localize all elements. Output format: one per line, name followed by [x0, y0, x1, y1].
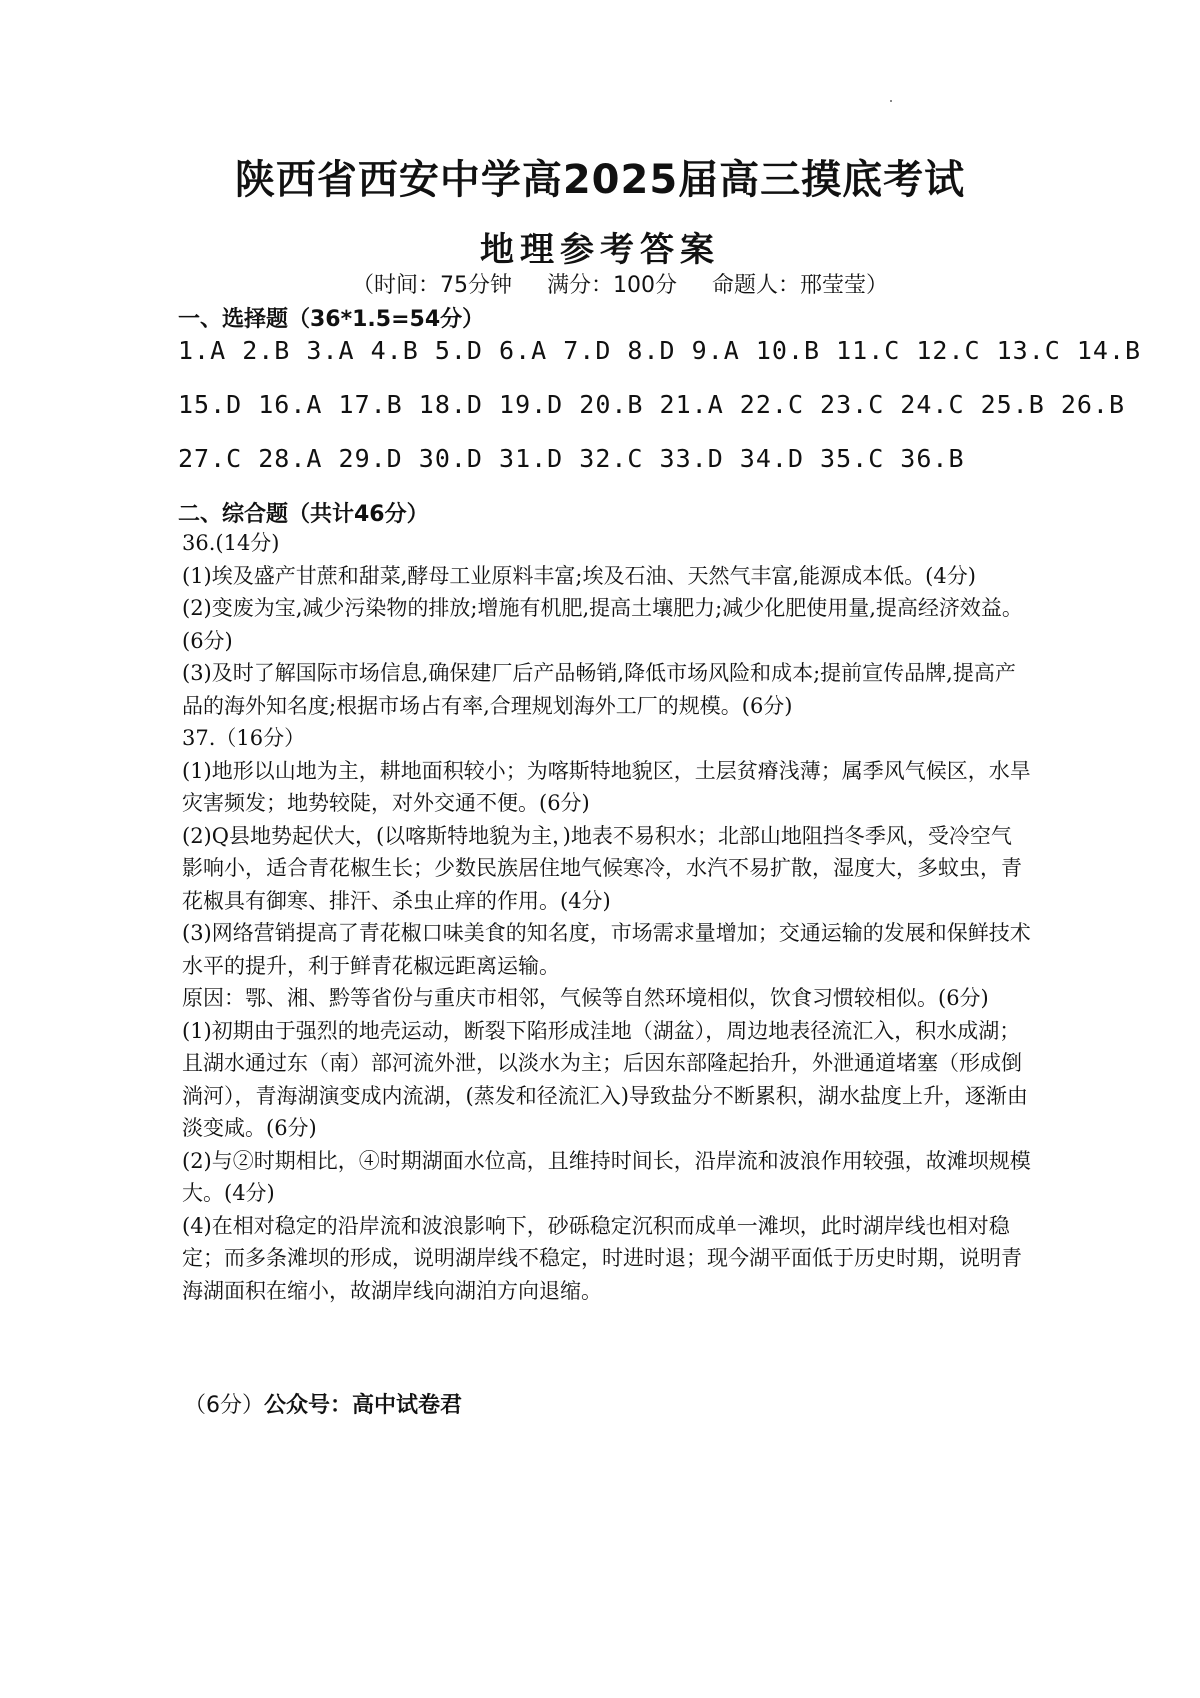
exam-time: （时间：75分钟	[351, 273, 512, 298]
answer-row: 27.C 28.A 29.D 30.D 31.D 32.C 33.D 34.D 35.C 36.B	[178, 444, 965, 473]
answer-key-title: 地理参考答案	[480, 230, 720, 270]
answer-line: (1)埃及盛产甘蔗和甜菜,酵母工业原料丰富;埃及石油、天然气丰富,能源成本低。(4分)	[182, 563, 976, 588]
answer-line: (2)变废为宝,减少污染物的排放;增施有机肥,提高土壤肥力;减少化肥使用量,提高经济效益。(6分)	[182, 596, 1023, 653]
exam-title: 陕西省西安中学高2025届高三摸底考试	[234, 157, 966, 203]
answer-line: (4)在相对稳定的沿岸流和波浪影响下，砂砾稳定沉积而成单一滩坝，此时湖岸线也相对稳定；而多条滩坝的形成，说明湖岸线不稳定，时进时退；现今湖平面低于历史时期，说明青海湖面积在缩小，故湖岸线向湖泊方向退缩。	[182, 1213, 1022, 1303]
answer-line: (3)网络营销提高了青花椒口味美食的知名度，市场需求量增加；交通运输的发展和保鲜技术水平的提升，利于鲜青花椒远距离运输。	[182, 921, 1031, 978]
footer-source: 公众号：高中试卷君	[264, 1393, 463, 1418]
answer-line: (3)及时了解国际市场信息,确保建厂后产品畅销,降低市场风险和成本;提前宣传品牌,提高产品的海外知名度;根据市场占有率,合理规划海外工厂的规模。(6分)	[182, 661, 1016, 718]
footer-line	[184, 1388, 462, 1419]
answer-line: 36.(14分)	[182, 531, 280, 555]
answer-row: 15.D 16.A 17.B 18.D 19.D 20.B 21.A 22.C 23.C 24.C 25.B 26.B	[178, 390, 1126, 419]
exam-score: 满分：100分	[546, 273, 677, 298]
answer-row: 1.A 2.B 3.A 4.B 5.D 6.A 7.D 8.D 9.A 10.B 11.C 12.C 13.C 14.B	[178, 336, 1142, 365]
footer-score: （6分）	[184, 1393, 264, 1418]
answer-line: 原因：鄂、湘、黔等省份与重庆市相邻，气候等自然环境相似，饮食习惯较相似。(6分)	[182, 986, 989, 1010]
section-heading-comprehensive: 二、综合题（共计46分）	[178, 502, 429, 527]
comprehensive-answers	[182, 527, 1032, 1307]
answer-line: 37.（16分）	[182, 726, 306, 750]
section-heading-choice: 一、选择题（36*1.5=54分）	[178, 307, 485, 332]
answer-line: (1)地形以山地为主，耕地面积较小；为喀斯特地貌区，土层贫瘠浅薄；属季风气候区，水旱灾害频发；地势较陡，对外交通不便。(6分)	[182, 758, 1031, 815]
exam-author: 命题人：邢莹莹）	[711, 273, 888, 298]
exam-meta	[0, 268, 1200, 299]
answer-line: (2)Q县地势起伏大，(以喀斯特地貌为主，)地表不易积水；北部山地阻挡冬季风，受冷空气影响小，适合青花椒生长；少数民族居住地气候寒冷，水汽不易扩散，湿度大，多蚊虫，青花椒具有御寒、排汗、杀虫止痒的作用。(4分)	[182, 823, 1022, 913]
scan-speck	[890, 100, 892, 102]
answer-line: (2)与②时期相比，④时期湖面水位高，且维持时间长，沿岸流和波浪作用较强，故滩坝规模大。(4分)	[182, 1148, 1031, 1205]
answer-line: (1)初期由于强烈的地壳运动，断裂下陷形成洼地（湖盆），周边地表径流汇入，积水成湖；且湖水通过东（南）部河流外泄，以淡水为主；后因东部隆起抬升，外泄通道堵塞（形成倒淌河），青海湖演变成内流湖，(蒸发和径流汇入)导致盐分不断累积，湖水盐度上升，逐渐由淡变咸。(6分)	[182, 1018, 1028, 1140]
